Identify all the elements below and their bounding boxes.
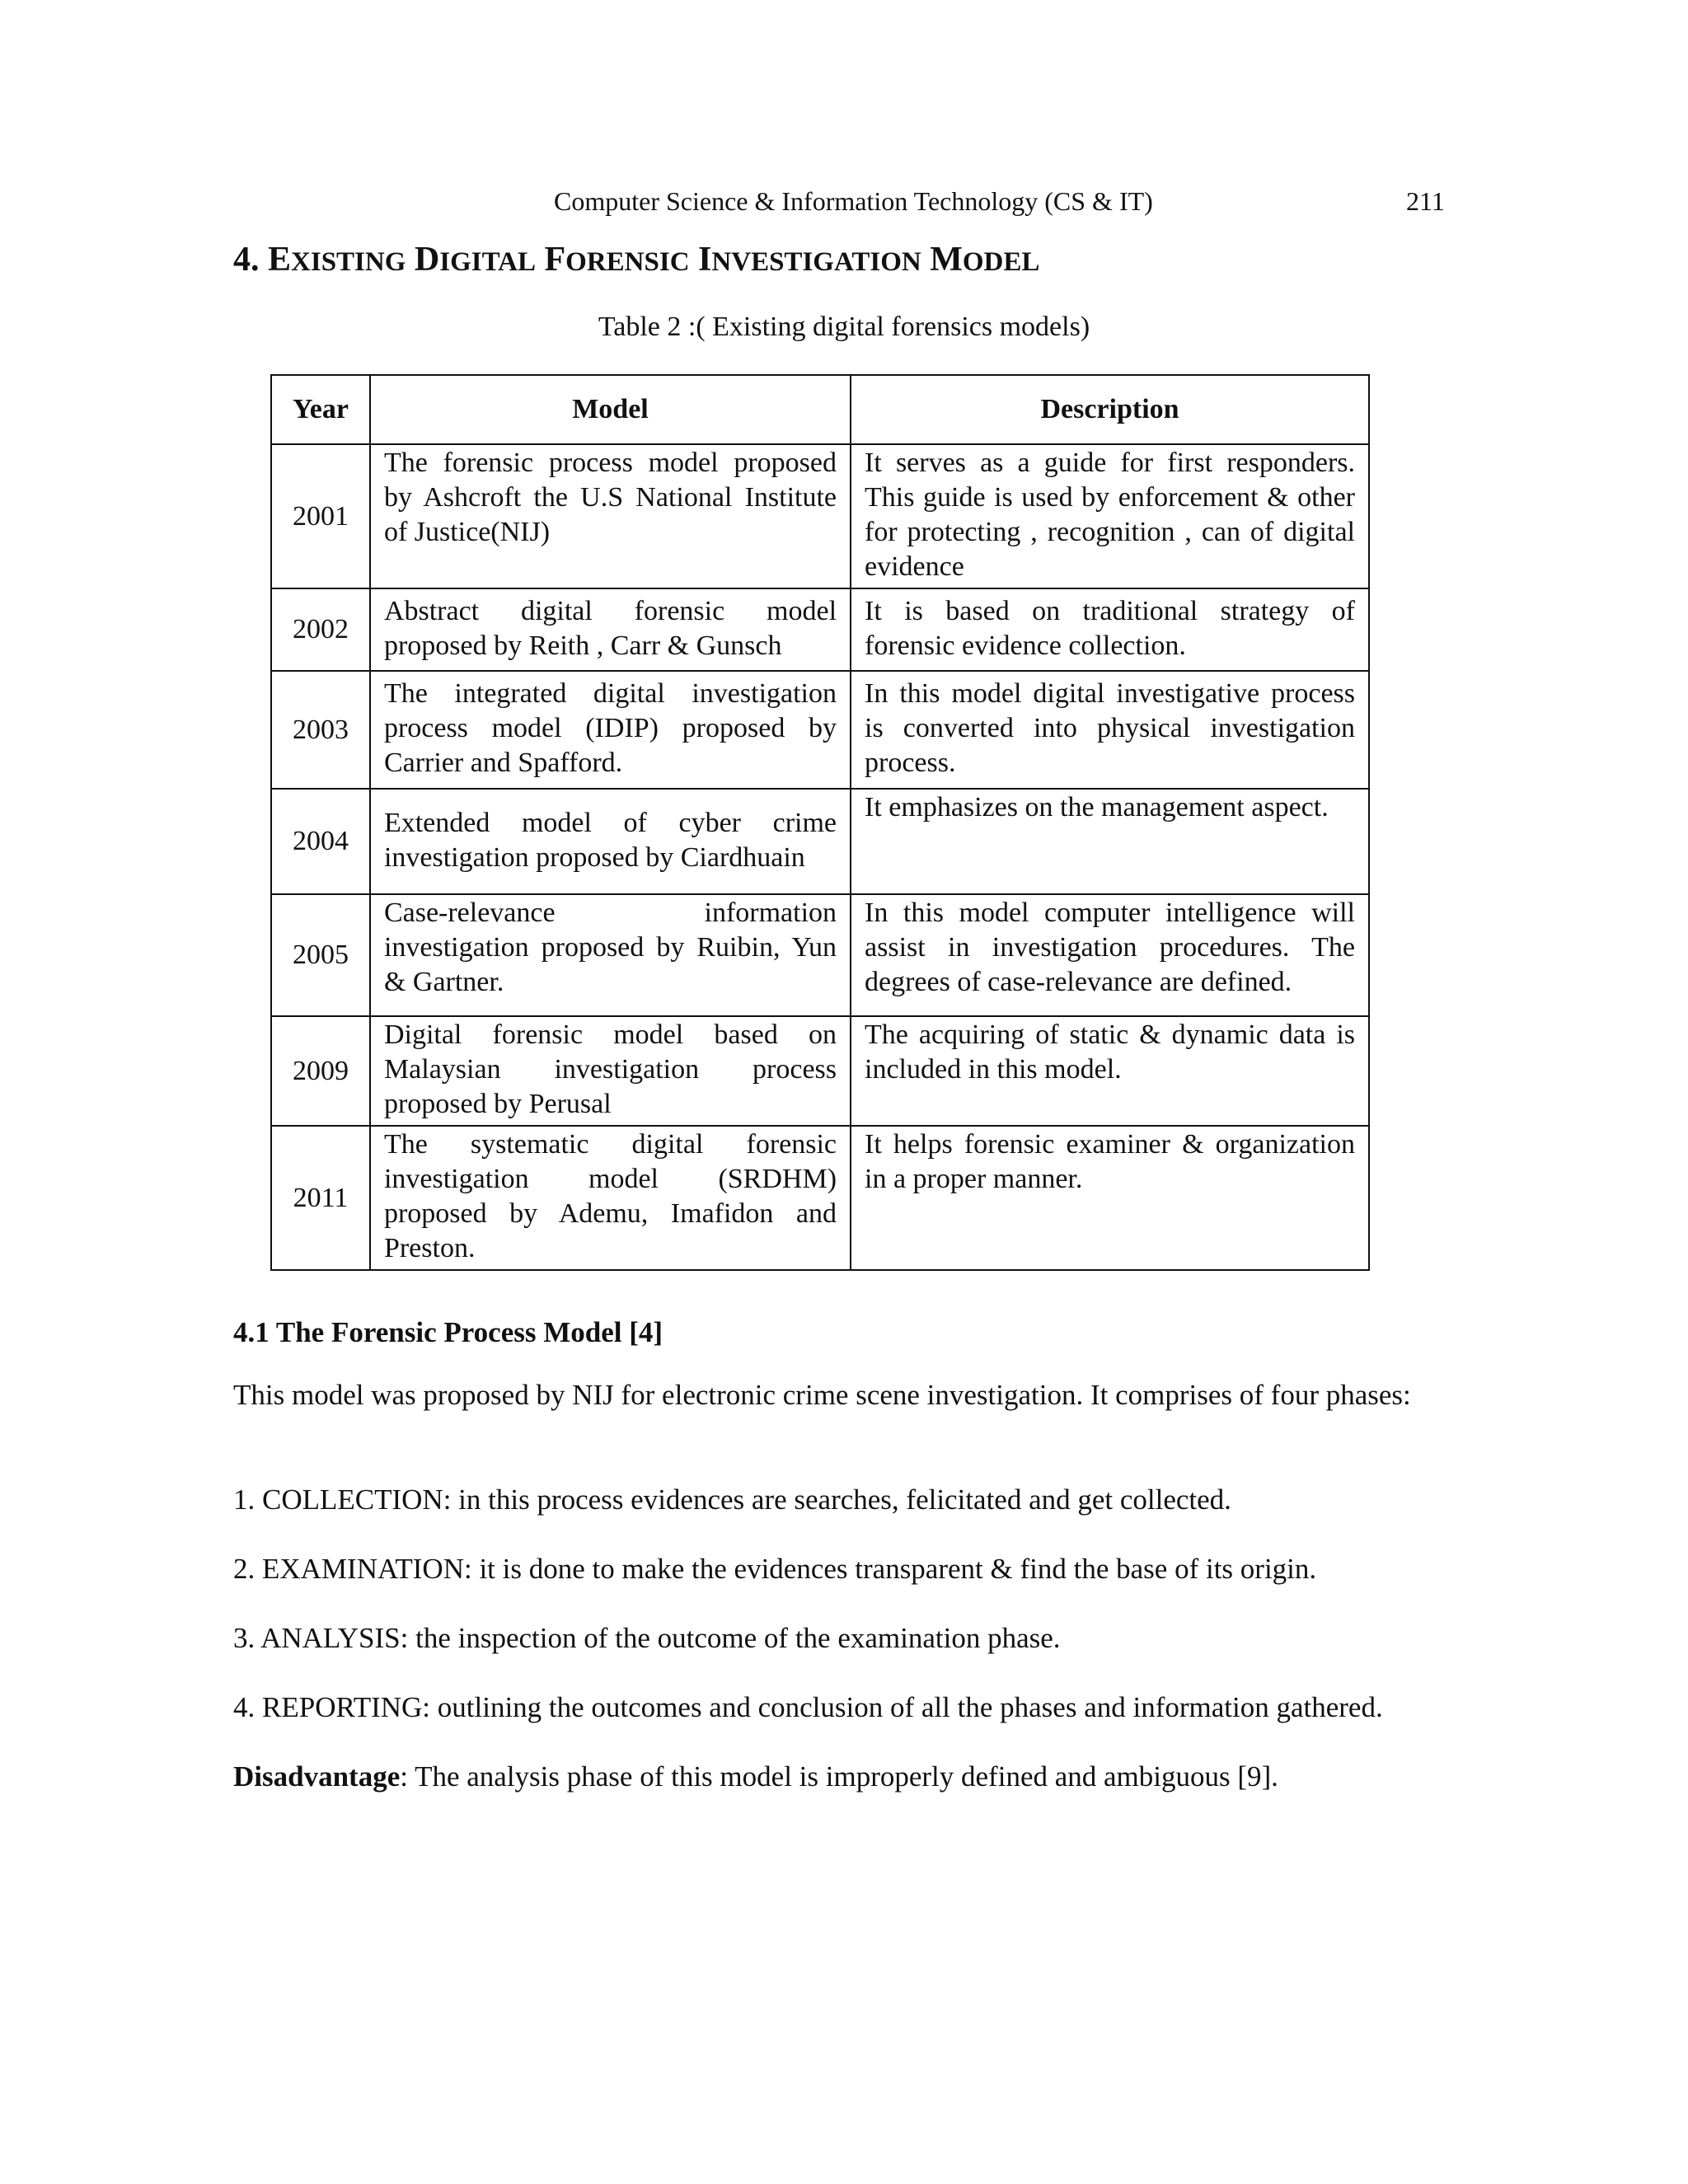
table-row	[271, 1126, 1369, 1270]
model-cell: The forensic process model proposed by Ashcroft the U.S National Institute of Justice(NIJ)	[370, 444, 851, 588]
description-cell: It helps forensic examiner & organization in a proper manner.	[851, 1126, 1369, 1270]
description-cell: It is based on traditional strategy of forensic evidence collection.	[851, 588, 1369, 671]
description-cell: The acquiring of static & dynamic data is included in this model.	[851, 1016, 1369, 1126]
description-cell: It emphasizes on the management aspect.	[851, 789, 1369, 894]
subsection-heading: 4.1 The Forensic Process Model [4]	[233, 1316, 663, 1348]
disadvantage-text: : The analysis phase of this model is improperly defined and ambiguous [9].	[400, 1760, 1278, 1793]
intro-paragraph: This model was proposed by NIJ for electronic crime scene investigation. It comprises of four phases:	[233, 1379, 1411, 1411]
phase-analysis: 3. ANALYSIS: the inspection of the outcome of the examination phase.	[233, 1622, 1061, 1654]
model-cell: Digital forensic model based on Malaysian investigation process proposed by Perusal	[370, 1016, 851, 1126]
heading-word: FORENSIC	[544, 241, 690, 279]
table-header-row	[271, 375, 1369, 444]
description-column-header: Description	[851, 375, 1369, 444]
disadvantage-label: Disadvantage	[233, 1760, 401, 1793]
phase-collection: 1. COLLECTION: in this process evidences are searches, felicitated and get collected.	[233, 1483, 1231, 1516]
model-cell: The systematic digital forensic investigation model (SRDHM) proposed by Ademu, Imafidon and Preston.	[370, 1126, 851, 1270]
heading-word: EXISTING	[268, 241, 406, 279]
model-cell: Abstract digital forensic model proposed by Reith , Carr & Gunsch	[370, 588, 851, 671]
table-row	[271, 444, 1369, 588]
phase-reporting: 4. REPORTING: outlining the outcomes and conclusion of all the phases and information gathered.	[233, 1691, 1383, 1723]
running-head	[0, 183, 1688, 219]
heading-word: DIGITAL	[414, 241, 537, 279]
table-row	[271, 588, 1369, 671]
year-cell: 2011	[271, 1126, 370, 1270]
disadvantage-paragraph	[233, 1760, 1451, 1794]
model-cell: Case-relevance information investigation proposed by Ruibin, Yun & Gartner.	[370, 894, 851, 1016]
table-row	[271, 894, 1369, 1016]
heading-word: MODEL	[930, 241, 1040, 279]
year-cell: 2001	[271, 444, 370, 588]
year-cell: 2002	[271, 588, 370, 671]
model-cell: The integrated digital investigation process model (IDIP) proposed by Carrier and Spafford.	[370, 671, 851, 789]
year-cell: 2003	[271, 671, 370, 789]
year-column-header: Year	[271, 375, 370, 444]
description-cell: It serves as a guide for first responders. This guide is used by enforcement & other for protecting , recognition , can of digital evidence	[851, 444, 1369, 588]
section-number: 4.	[233, 241, 260, 279]
phase-examination: 2. EXAMINATION: it is done to make the evidences transparent & find the base of its origin.	[233, 1553, 1317, 1585]
page-number: 211	[1406, 186, 1445, 216]
table-caption: Table 2 :( Existing digital forensics models)	[598, 312, 1090, 342]
description-cell: In this model computer intelligence will assist in investigation procedures. The degrees of case-relevance are defined.	[851, 894, 1369, 1016]
forensic-models-table	[270, 374, 1370, 1271]
model-column-header: Model	[370, 375, 851, 444]
table-row	[271, 671, 1369, 789]
description-cell: In this model digital investigative process is converted into physical investigation process.	[851, 671, 1369, 789]
journal-title: Computer Science & Information Technology (CS & IT)	[554, 186, 1153, 216]
year-cell: 2004	[271, 789, 370, 894]
model-cell: Extended model of cyber crime investigation proposed by Ciardhuain	[370, 789, 851, 894]
year-cell: 2005	[271, 894, 370, 1016]
table-row	[271, 1016, 1369, 1126]
year-cell: 2009	[271, 1016, 370, 1126]
section-heading	[233, 237, 1039, 285]
heading-word: INVESTIGATION	[698, 241, 921, 279]
table-row	[271, 789, 1369, 894]
